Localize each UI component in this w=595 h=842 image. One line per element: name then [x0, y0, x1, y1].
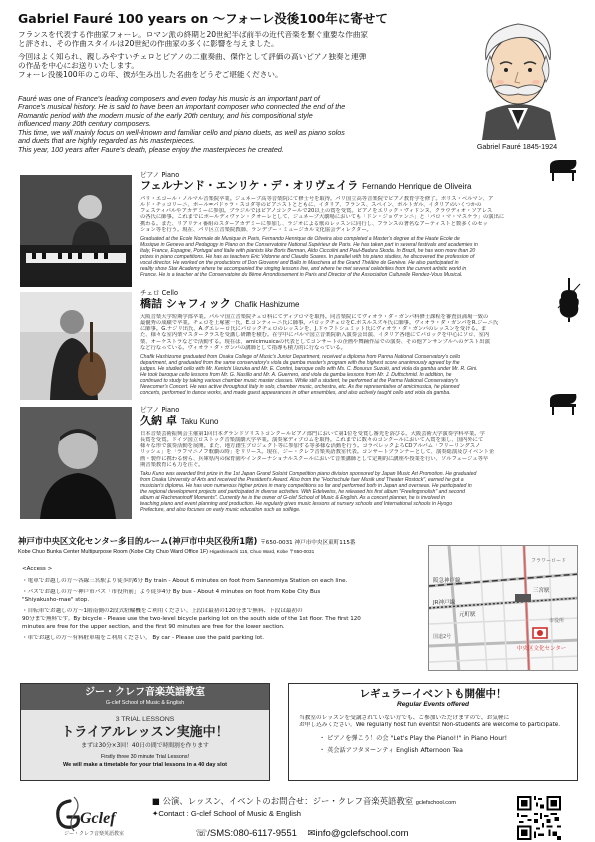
artist-card-taku — [140, 407, 576, 513]
intro-line: と評され、その作曲スタイルは20世紀の作曲家の多くに影響を与えました。 — [18, 39, 279, 48]
bio-en-line: department, and graduated from the same conservatory's viola da gamba master's program with the highest score unanimously agreed by the — [140, 360, 460, 367]
qr-code[interactable] — [517, 796, 561, 840]
artist-name — [140, 180, 576, 193]
bio-line: 期音楽教育にも力を注ぐ。 — [140, 461, 204, 468]
contact-line-1 — [152, 796, 456, 807]
bio-en-line: Newcomer's Concert. He was active throughout Italy in solo, chamber music, orchestra, etc. As the representative of amicimusica, he planned — [140, 384, 460, 391]
bio-en-line: Taku Kuno was awarded first prize in the 1st Japan Grand Soloist Competition piano division sponsored by Japan Music Art Promotion. He graduated — [140, 471, 477, 478]
map-label: 中央区文化センター — [517, 646, 567, 652]
artist-name-ja: フェルナンド・エンリケ・デ・オリヴェイラ — [140, 179, 359, 192]
artist-bio-ja — [140, 314, 576, 352]
bio-en-line: prizes in piano competitions. He has as teachers Eric Vidonne and Claudio Soares. In parallel with his piano studies, he discovered the profession of — [140, 254, 475, 261]
bio-en-line: Italy, France, Espagne, Portugal and Italie with pianists like Boris Berman, Aldo Ciccolini and Paul-Badura Skoda. In Brazil, he has won more than 20 — [140, 248, 476, 255]
bio-line: ション等を行う。現在、パリ区立音楽院教師、ランデブー・ミュージカル文化協会ディレクター。 — [140, 226, 372, 233]
intro-english — [18, 95, 468, 154]
access-heading: <Access > — [22, 566, 53, 572]
map-label: JR神戸線 — [433, 600, 455, 606]
cello-icon — [556, 278, 582, 322]
website-link[interactable]: gclefschool.com — [415, 800, 456, 806]
bio-line: 画・製作に携わる傍ら、兵庫県内の保育園やインターナショナルスクールにおいて音楽講師として定期的に講座や授業を行い、ソルフェージュ等早 — [140, 455, 489, 462]
access-bicycle-en-2: minutes are free for the upper section, and the first 90 minutes are free for the lower section. — [22, 623, 285, 630]
trial-en-1: Firstly three 30 minute Trial Lessons! — [100, 754, 190, 761]
bio-en-line: Musique in Geneva and Pedagogy in Piano on the Conservatoire National Supérieur de Paris. He has taken part in several festivals and academies in — [140, 242, 478, 249]
bio-line: に師事。G.ナジリ出氏、A.グエレーロ氏にバロックチェロのレッスンを、J.ドゥフトシュミット氏にヴィオラ・ダ・ガンバのレッスンを受ける。ま — [140, 326, 487, 333]
events-title: レギュラーイベントも開催中！ — [359, 688, 507, 700]
artist-card-fernando — [140, 172, 576, 278]
bio-line: 楽、オーケストラなどで活動する。現在は、amicimusicaの代表としてコンサートの企画や舞踊作品での演奏、その他アンサンブルへのゲスト出演 — [140, 338, 490, 345]
bio-en-line: Graduated at the Ecole Normale de Musique in Paris, Fernando Henrique de Oliveira also completed a Master's degree at the Haute Ecole de — [140, 236, 460, 243]
access-bicycle: ・自転車でお越しの方～1階南側の2段式駐輪機をご利用ください。上段は最初の120分まで無料、下段は最初の — [22, 608, 303, 615]
pianist-photo-placeholder — [20, 407, 132, 519]
logo-text: Gclef — [80, 810, 116, 827]
events-subtitle: Regular Events offered — [396, 701, 470, 709]
bio-en-line: Prefecture, and also focuses on early music education such as solfège. — [140, 507, 301, 514]
artist-name — [140, 298, 576, 311]
contact-inquiry: ■ 公演、レッスン、イベントのお問合せ：ジー・クレフ音楽英語教室 — [152, 796, 414, 806]
bio-en-line: vocal director. He worked on the productions of Don Giovanni and Ballo in Maschera at the Grand Théâtre de Genève. He also participated in — [140, 260, 459, 267]
logo-subtext: ジー・クレフ音楽英語教室 — [64, 831, 125, 837]
bio-en-line: reality show Star Academy where he accompanied the singing lessons live, and where he met several celebrities from the current artistic world in — [140, 266, 467, 273]
pianist-photo-placeholder — [20, 175, 132, 287]
venue-map — [428, 545, 578, 671]
intro-en-line: Fauré was one of France's leading composers and even today his music is an important part of — [18, 95, 320, 103]
access-bus: ・バスでお越しの方～神戸市バス「市役所前」より徒歩4分 By bus - About 4 minutes on foot from Kobe City Bus — [22, 589, 321, 596]
map-label: 阪急神戸線 — [433, 578, 461, 584]
intro-japanese — [18, 31, 458, 80]
bio-en-line: He took baroque cello lessons from Mr. G. Nasillo and Mr. A. Guerrero, and viola da gamba lessons from Mr. J. Duftschmid. In addition, he — [140, 372, 452, 379]
school-name-en: G-clef School of Music & English — [105, 699, 185, 706]
contact-line-3 — [152, 828, 452, 839]
artist-name-roman: Taku Kuno — [180, 416, 219, 426]
map-station-marker — [515, 594, 531, 602]
events-desc: 当教室のレッスンを受講されていない方でも、ご参加いただけますので、お気軽に — [299, 715, 510, 722]
venue-address-ja: 〒650-0031 神戸市中央区東町115番 — [260, 540, 356, 546]
trial-header — [21, 684, 269, 710]
cellist-photo-placeholder — [20, 292, 132, 400]
bio-en-line: concerts, performed in dance works, and made guest appearances in other ensembles, and also actively taught cello and viola da gamba. — [140, 390, 451, 397]
grand-piano-icon — [548, 158, 580, 182]
bio-line: 大阪音楽大学短期学部卒業。パルマ国立音楽院チェロ科にてディプロマを取得。同音楽院にてヴィオラ・ダ・ガンバ科修士課程を審査員満場一致の — [140, 313, 489, 320]
bio-en-line: album at Rachmaninoff Moments". Currently he is the owner of G-clef School of Music & English. As a concert planner, he is involved in — [140, 495, 446, 502]
intro-en-line: This time, we will mainly focus on well-known and familiar cello and piano duets, as well as piano solos — [18, 128, 345, 137]
gclef-logo — [52, 795, 138, 837]
artist-role: チェロ Cello — [140, 289, 179, 297]
bio-en-line: musician's diploma. He has won numerous higher prizes in many competitions so far and performed both in Japan and overseas. He participated in — [140, 483, 472, 490]
access-train: ・電車でお越しの方～各線三宮駅より徒歩約6分 By train - About 6 minutes on foot from Sannomiya Station on each line. — [22, 577, 348, 584]
bio-line: 長賞を受賞。ドイツ国立ロストック音楽演劇大学卒業。演奏家ディプロムを取得。これまでに数々のコンクールにおいて入賞を果し、国内外にて — [140, 436, 484, 443]
phone-icon: ☏ — [195, 827, 208, 839]
map-label: 三宮駅 — [533, 588, 550, 594]
intro-en-line: Romantic period with the modern music of the early 20th century, and his compositional style — [18, 111, 313, 120]
artist-name — [140, 415, 576, 428]
venue-name-en: Kobe Chuo Bunka Center Multipurpose Room (Kobe City Chuo Ward Office 1F) — [18, 548, 208, 555]
bio-en-line: the regional development projects and participated in diverse activities. With Edelweiss, he released his first album "Freelingsnolish" and second — [140, 489, 465, 496]
artist-name-ja: 久納 卓 — [140, 414, 177, 427]
artist-name-roman: Chafik Hashizume — [234, 299, 300, 309]
intro-en-line: France's musical history. He is said to have been an important composer who connected the end of the — [18, 103, 346, 112]
contact-info — [152, 796, 456, 839]
artist-name-roman: Fernando Henrique de Oliveira — [362, 181, 472, 191]
intro-line: フランスを代表する作曲家フォーレ。ロマン派の終期と20世紀半ば前半の近代音楽を繋ぐ重要な作曲家 — [18, 31, 369, 39]
sms-number[interactable]: /SMS:080-6117-9551 — [207, 827, 297, 839]
bio-line: 最優秀の成績で卒業。チェロを上塚憲一氏、E.コンティーニ氏に師事。バロックチェロをC.ボスルスズキ氏に師事。ヴィオラ・ダ・ガンバをR.ジーニ氏 — [140, 319, 499, 326]
map-label: フラワーロード — [531, 558, 567, 564]
bio-line: リッシュ」を「ラフマニノフ歌劇の時」をリリース。現在、ジー・クレフ音楽英語教室代表。コンサートプランナーとして、演奏総演及びイベント企 — [140, 449, 495, 456]
trial-subtext: まずは30分×3回！40日の間で時間割を作ります — [81, 743, 209, 750]
bio-line: た、様々な室内楽マスタークラスを受講し研鑽を積む。在学中にパルマ国立音楽院新入演奏会出演、イタリア各地にてバロックを中心にソロ、室内 — [140, 332, 490, 339]
event-item-tea: ・ 英会話アフタヌーンティ English Afternoon Tea — [319, 746, 463, 754]
school-name: ジー・クレフ音楽英語教室 — [85, 687, 205, 698]
intro-line: の作品を中心にお送りいたします。 — [18, 61, 139, 70]
trial-en-2: We will make a timetable for your trial lessons in a 40 day slot — [62, 761, 228, 768]
events-header — [289, 684, 577, 709]
portrait-caption: Gabriel Fauré 1845-1924 — [476, 142, 558, 151]
events-desc: お申し込みください。We regularly host fun events! Non-students are welcome to participate. — [299, 721, 561, 728]
intro-en-line: This year, 100 years after Faure's death, please enjoy the masterpieces he created. — [18, 145, 284, 154]
artist-bio-en — [140, 236, 576, 278]
artist-bio-en — [140, 471, 576, 513]
faure-portrait-illustration — [464, 12, 572, 140]
venue-info — [18, 537, 418, 556]
page-title: Gabriel Fauré 100 years on ～フォーレ没後100年に寄せて — [18, 11, 388, 26]
email-address[interactable]: info@gclefschool.com — [315, 827, 409, 839]
map-label: 国道2号 — [433, 634, 452, 640]
map-label: 市役所 — [549, 618, 565, 624]
bio-line: など行なっている。ヴィオラ・ダ・ガンバの講師として指導も積力的に行なっている。 — [140, 344, 346, 351]
artist-photo-chafik — [20, 292, 132, 400]
artist-bio-en — [140, 354, 576, 396]
access-bus-stop: "Shiyakusho-mae" stop. — [22, 596, 90, 603]
map-graphic — [429, 546, 578, 671]
artist-bio-ja — [140, 431, 576, 469]
bio-en-line: continued to study by taking various chamber music master classes. While still a student, he performed at the Parma National Conservatory's — [140, 378, 459, 385]
bio-en-line: judges. He studied cello with Mr. Kenichi Uezuka and Mr. E. Contini, baroque cello with Ms. C. Bosurus Suzuki, and viola da gamba under Mr. R. Gini. — [140, 366, 478, 373]
bio-line: ルド・チッコリーニ、ポール=バドゥラ・スコダ等のピアニストとともに、イタリア、フランス、スペイン、ポルトガル、イタリアのいくつかの — [140, 201, 482, 208]
trial-body — [21, 710, 269, 768]
bio-en-line: France. He is a teacher at the Conservatoire du 8ème Arrondissement in Paris and Director of the Association Culturelle Rendez-Vous Musical. — [140, 272, 463, 279]
artist-role: ピアノ Piano — [140, 171, 180, 179]
venue-title-en — [18, 549, 418, 556]
venue-title — [18, 537, 418, 547]
grand-piano-icon — [548, 392, 580, 416]
map-label: 元町駅 — [459, 612, 476, 618]
artist-name-ja: 橋詰 シャフィック — [140, 297, 231, 310]
contact-line-2: ✦Contact : G-clef School of Music & English — [152, 808, 302, 818]
access-info — [22, 566, 422, 647]
artist-card-chafik — [140, 290, 576, 396]
venue-name-sub: (神戸市中央区役所1階) — [168, 536, 258, 546]
bio-en-line: from Osaka University of Arts and received the President's Award. Also from the "Hochschule fuer Musik und Theater Rostock", earned he got a — [140, 477, 464, 484]
trial-lessons-box — [20, 683, 270, 781]
trial-label: 3 TRIAL LESSONS — [115, 716, 175, 723]
intro-en-line: influenced many 20th century composers. — [18, 120, 152, 129]
event-item-piano: ・ ピアノを弾こう！の会 "Let's Play the Piano!!" in Piano Hour! — [319, 734, 508, 742]
trial-headline: トライアルレッスン実施中！ — [61, 725, 229, 741]
intro-line: フォーレ没後100年のこの年、彼が生み出した名曲をどうぞご堪能ください。 — [18, 70, 283, 79]
bio-line: パリ・エコール・ノルマル音楽院卒業。ジュネーブ高等音楽院にて修士号を取得。パリ国立高等音楽院でピアノ教育学を修了。ボリス・ベルマン、ア — [140, 195, 494, 202]
artist-role: ピアノ Piano — [140, 406, 180, 414]
intro-en-line: and duets that are highly regarded as his masterpieces. — [18, 137, 195, 146]
regular-events-box — [288, 683, 578, 781]
intro-line: 今回はよく知られ、親しみやすいチェロとピアノの二重奏曲、傑作として評価の高いピアノ独奏と連弾 — [18, 52, 367, 61]
bio-line: 日本音楽芸術振興会主催第1回日本グランドソリストコンクールピアノ部門において第1位を受賞し審光を浴びる。大阪芸術大学演奏学科卒業。学 — [140, 430, 485, 437]
bio-en-line: Chafik Hashizume graduated from Osaka College of Music's Junior Department, received a diploma from Parma National Conservatory's cello — [140, 354, 461, 361]
bio-en-line: teaching piano and event planning and production. He regularly gives music lessons at nursery schools and International schools in Hyogo — [140, 501, 453, 508]
access-car: ・車でお越しの方～有料駐車場をご利用ください。 By car - Please use the paid parking lot. — [22, 635, 265, 642]
artist-photo-taku — [20, 407, 132, 519]
access-bicycle-en: 90分まで無料です。By bicycle - Please use the two-level bicycle parking lot on the south side of the 1st floor. The first 120 — [22, 615, 361, 622]
bio-line: 携わる。また、リアリティ番組のスターアカデミーに参加し、ラジオによる歌のレッスンに同行し、フランスの著名なアーティストと数多くのセッ — [140, 220, 488, 227]
mail-icon: ✉ — [307, 827, 316, 839]
artist-bio-ja — [140, 196, 576, 234]
bio-line: 様々な形で演奏活動を展開。また、地方創生プロジェクト等に参加する等多様な活動を行う。コラベレックよろCDアルバム「フリーリングスノ — [140, 443, 481, 450]
bio-line: フェスティバルやアカデミーに参加。ブラジルではピアノコンクールで20以上の賞を受賞。ピアノをエリック・ヴィドンヌ、クラウディオ・ソアレス — [140, 208, 493, 215]
artist-photo-fernando — [20, 175, 132, 287]
bio-line: の各氏に師事。これまでにポールディヴァン・クオーレとして、ジュネーブ大劇場においても「ドン・ジョヴァンニ」と「パロ・マ・マスケラ」の演出に — [140, 214, 505, 221]
venue-address-en: Higashimachi 115, Chuo Ward, Kobe 〒650-0031 — [209, 549, 315, 555]
events-body — [289, 709, 577, 754]
venue-name: 神戸市中央区文化センター多目的ルーム — [18, 536, 169, 546]
